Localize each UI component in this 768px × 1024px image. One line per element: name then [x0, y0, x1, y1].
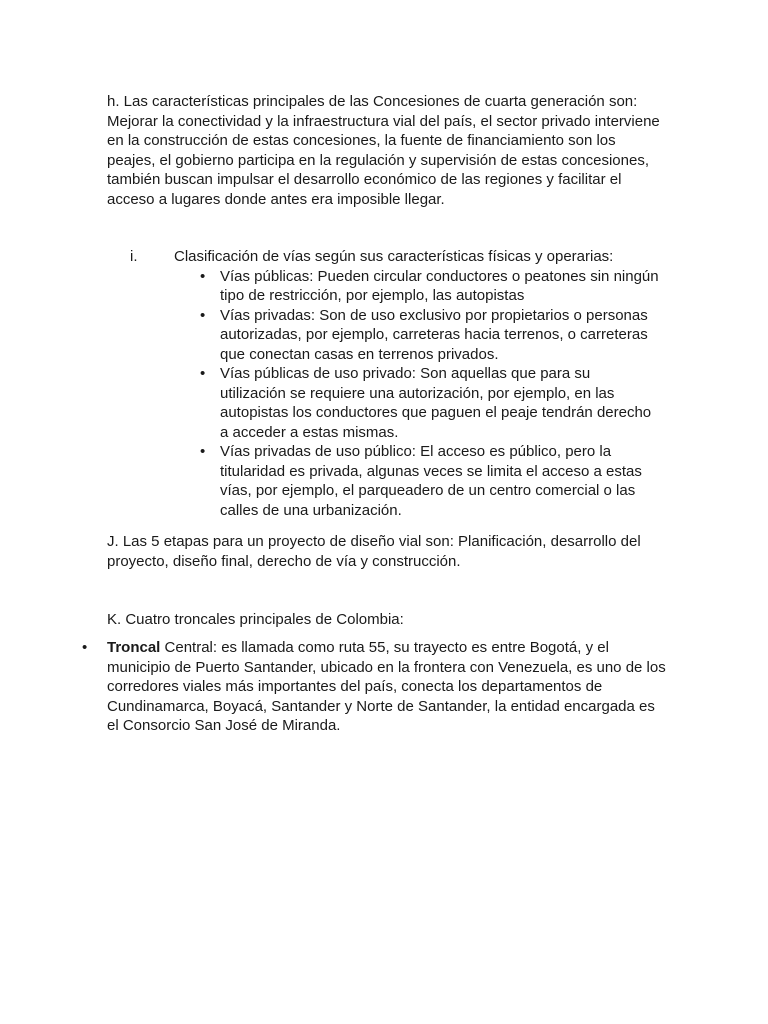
list-item	[200, 267, 660, 306]
list-item-text: Vías privadas de uso público: El acceso es público, pero la titularidad es privada, algunas veces se limita el acceso a estas vías, por ejemplo, el parqueadero de un centro comercial o las calles de una urbanización.	[220, 443, 642, 519]
section-i-marker: i.	[130, 248, 138, 265]
list-item	[200, 306, 660, 365]
bullet-icon: •	[200, 267, 206, 285]
bullet-icon: •	[82, 639, 88, 656]
list-item-text: Vías públicas de uso privado: Son aquellas que para su utilización se requiere una autorización, por ejemplo, en las autopistas los conductores que paguen el peaje tendrán derecho a acceder a estas mismas.	[220, 365, 652, 441]
bullet-icon: •	[200, 443, 206, 460]
troncal-central-text	[107, 638, 667, 736]
list-item	[200, 364, 660, 442]
road-types-list	[200, 267, 660, 521]
section-i-heading: Clasificación de vías según sus características físicas y operarias:	[174, 248, 614, 265]
section-j-paragraph: J. Las 5 etapas para un proyecto de diseño vial son: Planificación, desarrollo del proyecto, diseño final, derecho de vía y construcción.	[107, 533, 641, 570]
troncal-label: Troncal	[107, 639, 161, 656]
bullet-icon: •	[200, 306, 206, 324]
list-item-text: Vías públicas: Pueden circular conductores o peatones sin ningún tipo de restricción, por ejemplo, las autopistas	[220, 267, 659, 304]
section-h-paragraph: h. Las características principales de las Concesiones de cuarta generación son: Mejorar la conectividad y la infraestructura vial del país, el sector privado interviene en la construcción de estas concesiones, la fuente de financiamiento son los peajes, el gobierno participa en la regulación y supervisión de estas concesiones, también buscan impulsar el desarrollo económico de las regiones y facilitar el acceso a lugares donde antes era imposible llegar.	[107, 93, 660, 208]
section-k-heading: K. Cuatro troncales principales de Colombia:	[107, 611, 404, 628]
list-item	[200, 442, 660, 520]
bullet-icon: •	[200, 365, 206, 382]
list-item-text: Vías privadas: Son de uso exclusivo por propietarios o personas autorizadas, por ejemplo, carreteras hacia terrenos, o carreteras que conectan casas en terrenos privados.	[220, 306, 648, 363]
troncal-description: Central: es llamada como ruta 55, su trayecto es entre Bogotá, y el municipio de Puerto Santander, ubicado en la frontera con Venezuela, es uno de los corredores viales más importantes del país, conecta los departamentos de Cundinamarca, Boyacá, Santander y Norte de Santander, la entidad encargada es el Consorcio San José de Miranda.	[107, 639, 666, 734]
